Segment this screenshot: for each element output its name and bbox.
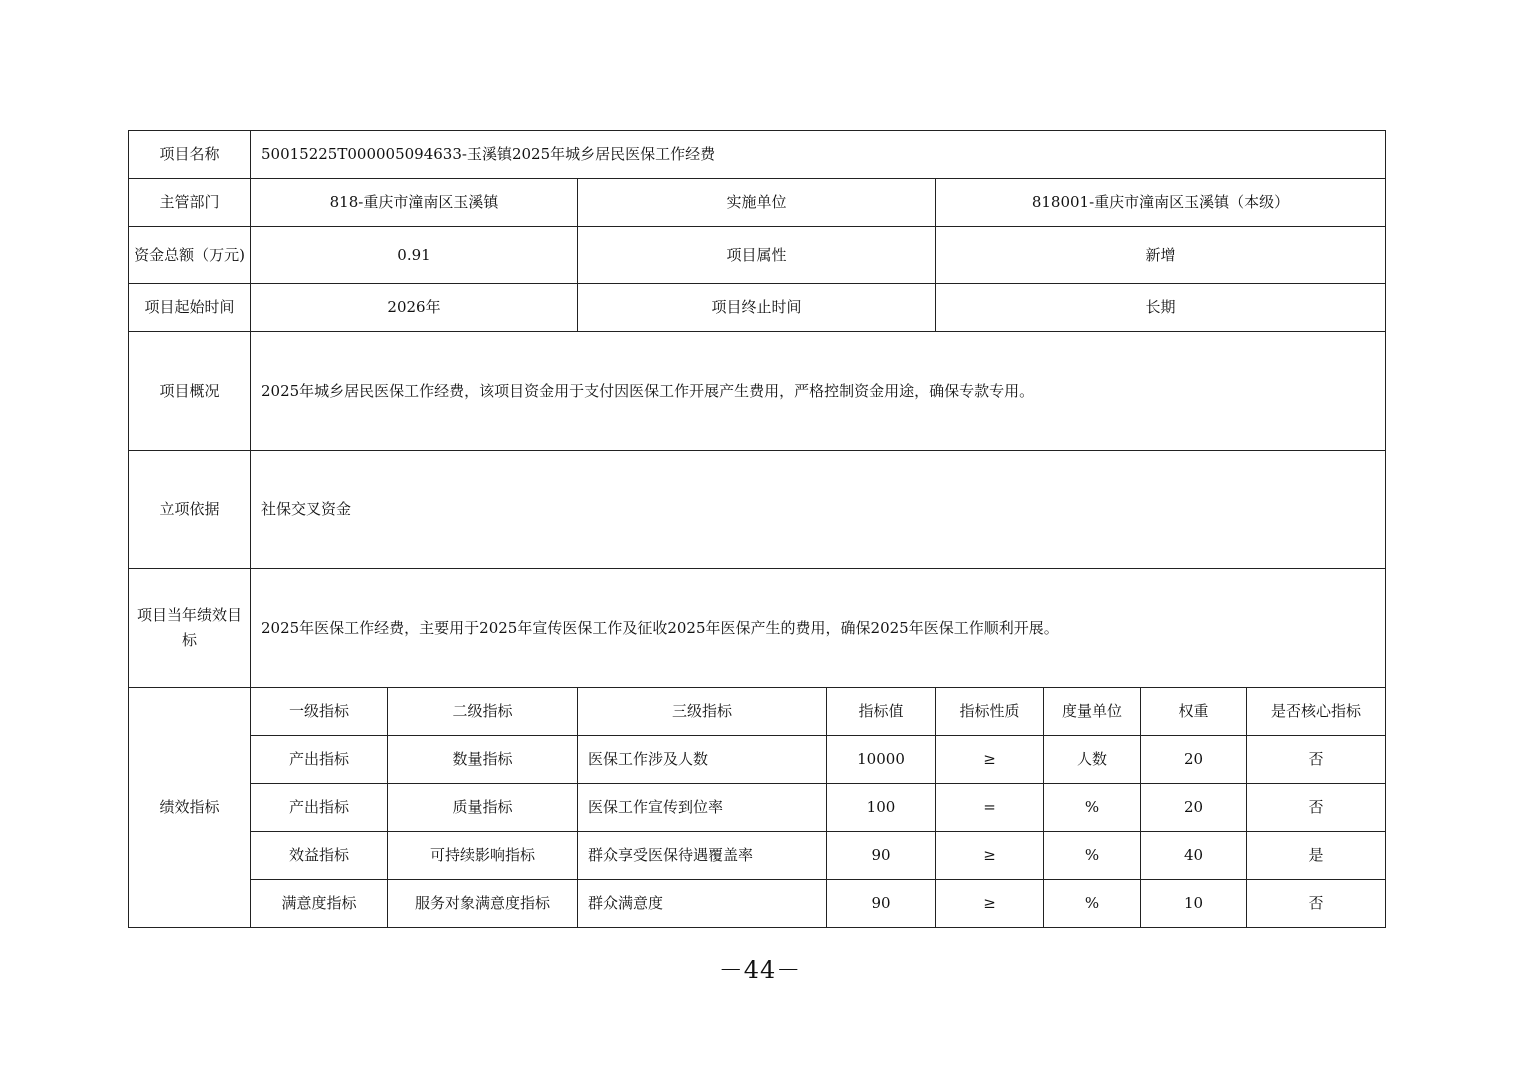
indicator-unit: % <box>1044 880 1141 928</box>
period-row <box>129 284 1386 332</box>
indicator-core: 否 <box>1247 880 1386 928</box>
department-row <box>129 179 1386 227</box>
indicator-row <box>129 784 1386 832</box>
indicator-level3: 医保工作宣传到位率 <box>578 784 827 832</box>
annual-goal-row <box>129 569 1386 688</box>
indicator-weight: 40 <box>1141 832 1247 880</box>
indicator-header-row <box>129 688 1386 736</box>
fund-row <box>129 227 1386 284</box>
indicator-core: 否 <box>1247 736 1386 784</box>
basis-row <box>129 451 1386 569</box>
indicator-unit: 人数 <box>1044 736 1141 784</box>
indicator-level1: 满意度指标 <box>251 880 388 928</box>
indicator-value: 90 <box>827 880 936 928</box>
department-label: 主管部门 <box>129 179 251 227</box>
end-time-label: 项目终止时间 <box>578 284 936 332</box>
annual-goal-label: 项目当年绩效目标 <box>129 569 251 688</box>
indicator-value: 90 <box>827 832 936 880</box>
header-weight: 权重 <box>1141 688 1247 736</box>
indicator-level2: 质量指标 <box>388 784 578 832</box>
fund-total-label: 资金总额（万元) <box>129 227 251 284</box>
indicator-core: 是 <box>1247 832 1386 880</box>
header-core: 是否核心指标 <box>1247 688 1386 736</box>
project-name-value: 50015225T000005094633-玉溪镇2025年城乡居民医保工作经费 <box>251 131 1386 179</box>
indicator-nature: ≥ <box>936 832 1044 880</box>
header-value: 指标值 <box>827 688 936 736</box>
indicators-label: 绩效指标 <box>129 688 251 928</box>
annual-goal-value: 2025年医保工作经费，主要用于2025年宣传医保工作及征收2025年医保产生的费用，确保2025年医保工作顺利开展。 <box>251 569 1386 688</box>
indicator-level1: 产出指标 <box>251 784 388 832</box>
indicator-level3: 医保工作涉及人数 <box>578 736 827 784</box>
indicator-weight: 20 <box>1141 736 1247 784</box>
department-value: 818-重庆市潼南区玉溪镇 <box>251 179 578 227</box>
indicator-row <box>129 736 1386 784</box>
header-level2: 二级指标 <box>388 688 578 736</box>
indicator-unit: % <box>1044 784 1141 832</box>
header-level3: 三级指标 <box>578 688 827 736</box>
basis-label: 立项依据 <box>129 451 251 569</box>
indicator-level2: 可持续影响指标 <box>388 832 578 880</box>
end-time-value: 长期 <box>936 284 1386 332</box>
indicator-nature: ≥ <box>936 880 1044 928</box>
implementing-unit-value: 818001-重庆市潼南区玉溪镇（本级） <box>936 179 1386 227</box>
start-time-label: 项目起始时间 <box>129 284 251 332</box>
indicator-level1: 效益指标 <box>251 832 388 880</box>
indicator-row <box>129 880 1386 928</box>
indicator-value: 100 <box>827 784 936 832</box>
basis-value: 社保交叉资金 <box>251 451 1386 569</box>
header-level1: 一级指标 <box>251 688 388 736</box>
page-number: －44－ <box>718 956 802 984</box>
indicator-nature: = <box>936 784 1044 832</box>
implementing-unit-label: 实施单位 <box>578 179 936 227</box>
project-attribute-value: 新增 <box>936 227 1386 284</box>
indicator-level1: 产出指标 <box>251 736 388 784</box>
indicator-weight: 10 <box>1141 880 1247 928</box>
fund-total-value: 0.91 <box>251 227 578 284</box>
project-name-label: 项目名称 <box>129 131 251 179</box>
project-name-row <box>129 131 1386 179</box>
start-time-value: 2026年 <box>251 284 578 332</box>
indicator-value: 10000 <box>827 736 936 784</box>
indicator-nature: ≥ <box>936 736 1044 784</box>
header-unit: 度量单位 <box>1044 688 1141 736</box>
indicator-weight: 20 <box>1141 784 1247 832</box>
overview-row <box>129 332 1386 451</box>
project-performance-table <box>128 130 1386 928</box>
indicator-level2: 服务对象满意度指标 <box>388 880 578 928</box>
overview-value: 2025年城乡居民医保工作经费，该项目资金用于支付因医保工作开展产生费用，严格控制资金用途，确保专款专用。 <box>251 332 1386 451</box>
indicator-level3: 群众满意度 <box>578 880 827 928</box>
indicator-unit: % <box>1044 832 1141 880</box>
indicator-level3: 群众享受医保待遇覆盖率 <box>578 832 827 880</box>
indicator-core: 否 <box>1247 784 1386 832</box>
header-nature: 指标性质 <box>936 688 1044 736</box>
project-attribute-label: 项目属性 <box>578 227 936 284</box>
indicator-row <box>129 832 1386 880</box>
indicator-level2: 数量指标 <box>388 736 578 784</box>
overview-label: 项目概况 <box>129 332 251 451</box>
